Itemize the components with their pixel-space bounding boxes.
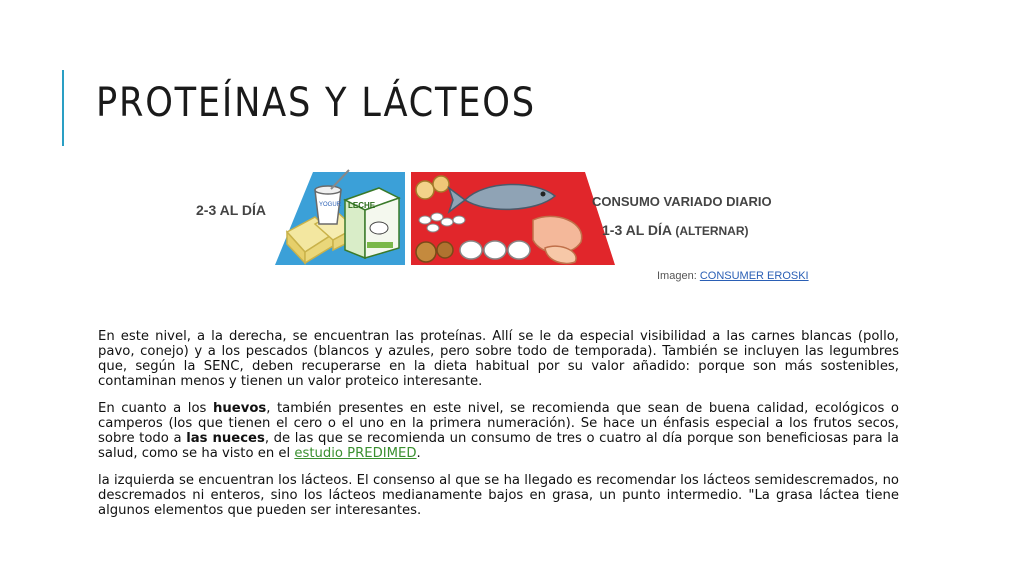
page-title: PROTEÍNAS Y LÁCTEOS [96, 80, 536, 126]
protein-heading: CONSUMO VARIADO DIARIO [592, 194, 772, 209]
title-accent-bar [62, 70, 64, 146]
body-text [98, 329, 899, 530]
svg-text:LECHE: LECHE [348, 201, 376, 210]
bold-huevos: huevos [213, 401, 267, 416]
eggs-icon [460, 241, 530, 259]
svg-text:YOGUR: YOGUR [319, 202, 342, 208]
text-span: , también presentes en este nivel, se recomienda que sean de buena calidad, ecológicos o camperos (los que tienen el cero o el uno en la primera numeración). Se hace un énfasis especial a los frutos secos, sobre todo a [98, 401, 899, 446]
protein-serving-label [602, 222, 749, 238]
protein-serving-main: 1-3 AL DÍA [602, 222, 672, 238]
credit-prefix: Imagen: [657, 270, 700, 282]
credit-link[interactable]: CONSUMER EROSKI [699, 270, 809, 282]
paragraph-proteins: En este nivel, a la derecha, se encuentran las proteínas. Allí se le da especial visibilidad a las carnes blancas (pollo, pavo, conejo) y a los pescados (blancos y azules, pero sobre todo de temporada). También se incluyen las legumbres que, según la SENC, deben recuperarse en la dieta habitual por su valor añadido: porque son más sostenibles, contaminan menos y tienen un valor proteico interesante. [98, 329, 899, 389]
text-span: . [416, 446, 421, 461]
paragraph-eggs-nuts [98, 401, 899, 461]
predimed-link[interactable]: estudio PREDIMED [294, 446, 417, 461]
dairy-serving-label: 2-3 AL DÍA [196, 202, 267, 218]
protein-serving-paren: (ALTERNAR) [675, 224, 749, 238]
text-span: En cuanto a los [98, 401, 213, 416]
milk-carton-icon [345, 188, 399, 258]
bold-nueces: las nueces [186, 431, 265, 446]
image-credit [657, 270, 809, 282]
paragraph-dairy: la izquierda se encuentran los lácteos. El consenso al que se ha llegado es recomendar los lácteos semidescremados, no descremados ni enteros, sino los lácteos medianamente bajos en grasa, un punto intermedio. "La grasa láctea tiene algunos elementos que pueden ser interesantes. [98, 473, 899, 518]
text-span: , de las que se recomienda un consumo de tres o cuatro al día porque son beneficiosas para la salud, como se ha visto en el [98, 431, 899, 461]
food-illustration [275, 162, 695, 272]
